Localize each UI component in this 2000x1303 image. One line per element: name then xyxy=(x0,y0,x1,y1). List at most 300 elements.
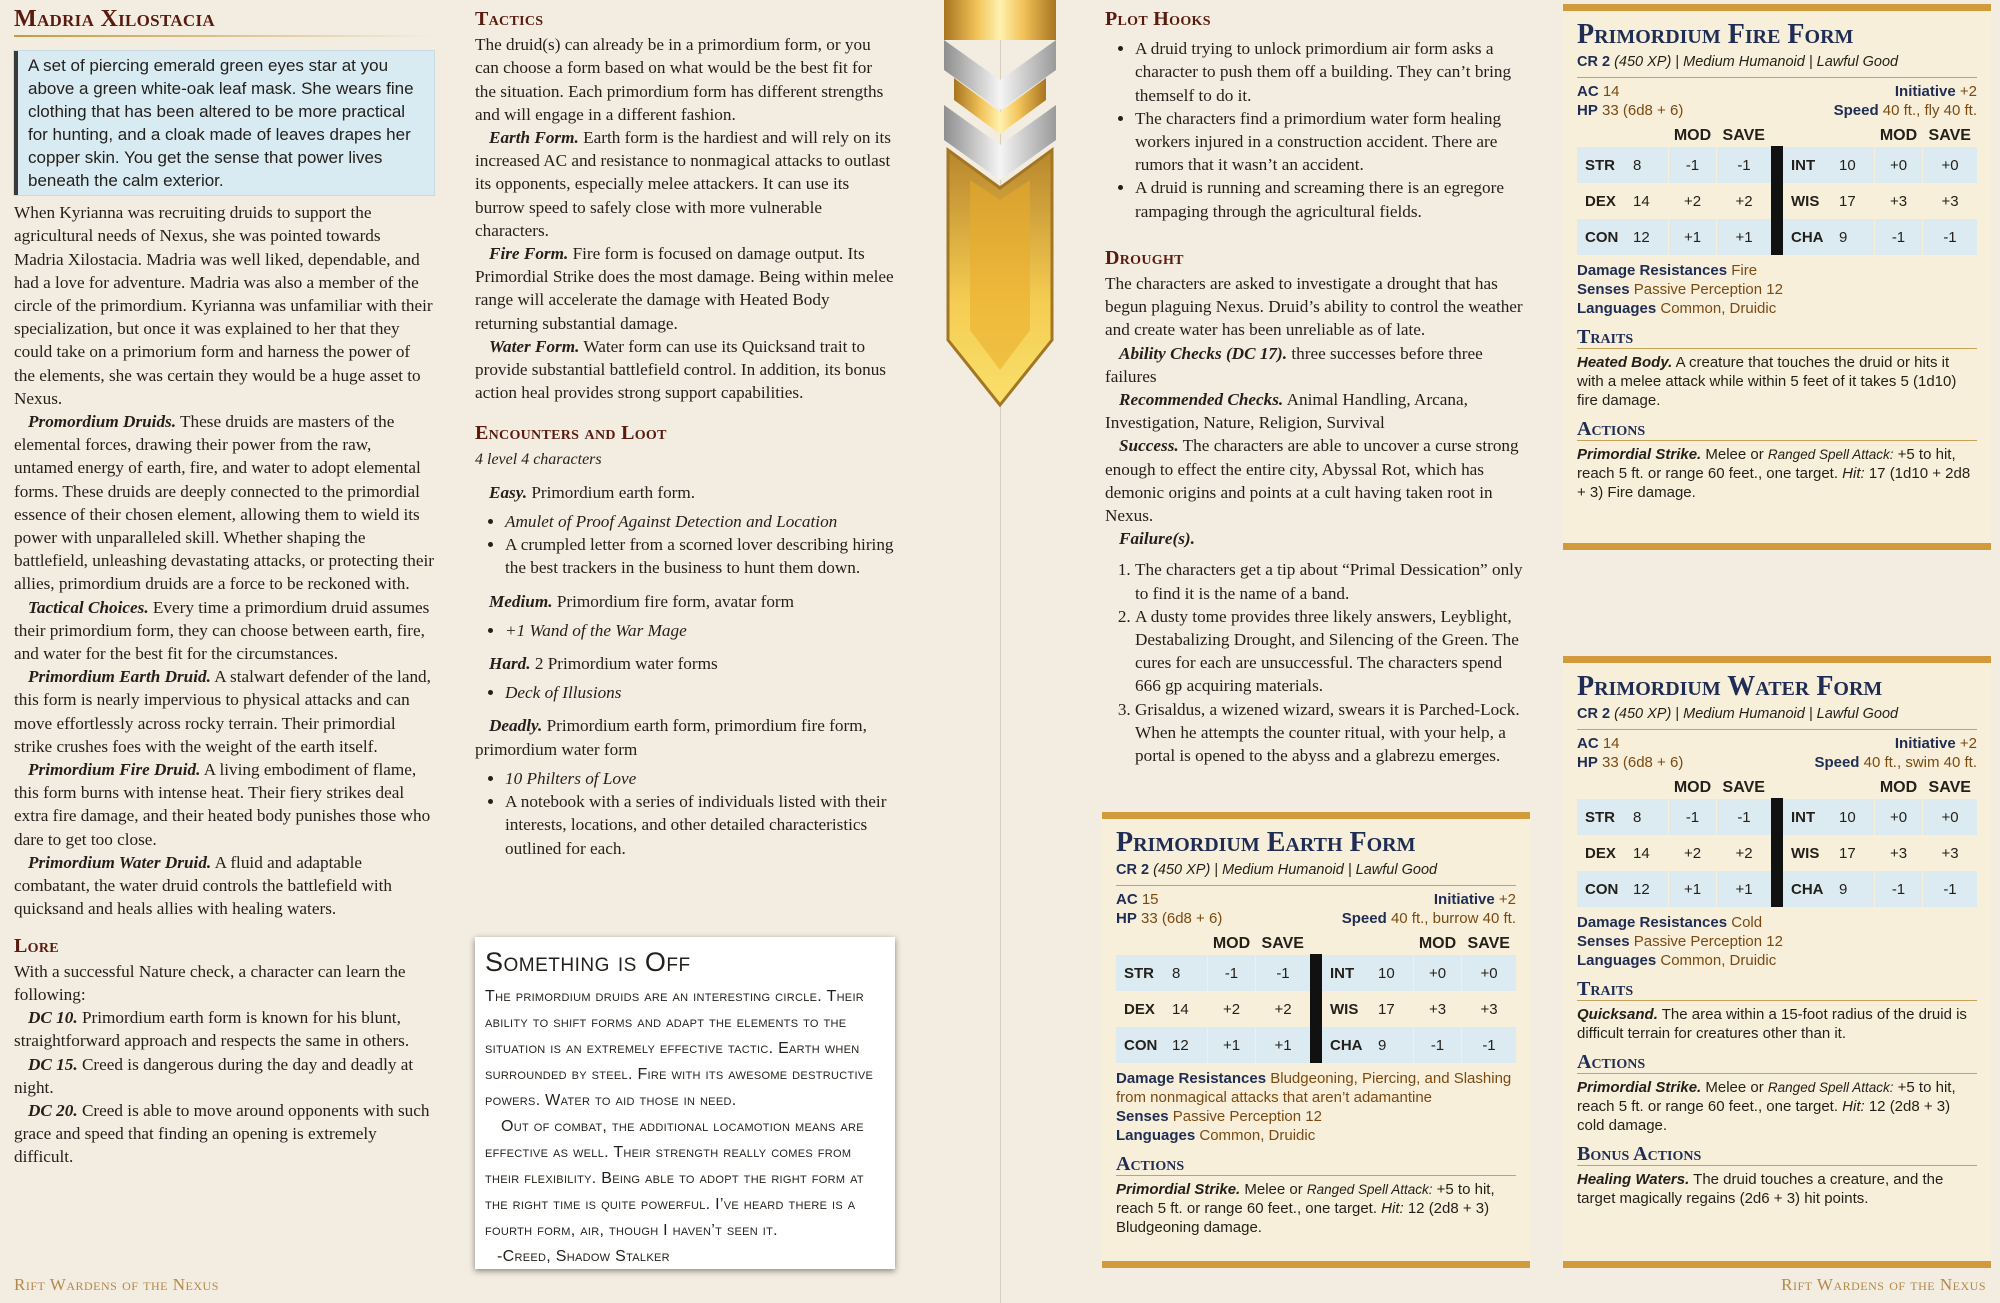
ability-separator xyxy=(1771,146,1783,255)
section-heading: Actions xyxy=(1577,1053,1977,1074)
drought-success: Success. The characters are able to uncover a curse strong enough to effect the entire city, Abyssal Rot, which has demonic origins and points at a cult having taken root in Nexus. xyxy=(1105,436,1519,526)
failure-item: 2. A dusty tome provides three likely answers, Leyblight, Destabalizing Drought, and Silencing of the Green. The cures for each are unsuccessful. The characters spend 666 gp acquiring materials. xyxy=(1135,605,1525,698)
ability-header: SAVE xyxy=(1722,127,1765,144)
ac-init-row xyxy=(1577,734,1977,753)
ability-header: MOD xyxy=(1212,935,1251,952)
dr-label: Damage Resistances xyxy=(1577,914,1732,931)
statblock-fire xyxy=(1563,4,1991,550)
encounter-tier xyxy=(475,714,895,760)
encounter-tier-label: Easy. xyxy=(489,482,528,502)
action-name: Primordial Strike. xyxy=(1116,1181,1241,1198)
section-heading: Traits xyxy=(1577,328,1977,349)
ability-score: 8 xyxy=(1632,147,1669,183)
ability-save: +1 xyxy=(1255,1027,1310,1063)
note-paragraph-1: The primordium druids are an interesting circle. Their ability to shift forms and adapt the elements to the situation is an extremely effective tactic. Earth when surrounded by steel. Fire with its awesome destructive powers. Water to aid those in need. xyxy=(485,988,874,1109)
ability-save: -1 xyxy=(1716,799,1771,835)
ability-score: 8 xyxy=(1632,799,1669,835)
ability-save: +0 xyxy=(1922,147,1977,183)
ability-save: +3 xyxy=(1922,183,1977,219)
statblock-title: Primordium Water Form xyxy=(1577,671,1883,702)
ability-header xyxy=(1577,776,1632,799)
damage-resistances xyxy=(1116,1069,1516,1107)
ability-mod: +2 xyxy=(1208,991,1256,1027)
loot-item: • Amulet of Proof Against Detection and Location xyxy=(505,510,895,533)
senses-label: Senses xyxy=(1116,1108,1173,1125)
ability-score: 14 xyxy=(1632,183,1669,219)
ability-header xyxy=(1783,776,1838,799)
note-title: Something is Off xyxy=(485,947,691,977)
lore-paragraph-label: DC 10. xyxy=(28,1008,78,1028)
ability-score: 8 xyxy=(1171,955,1208,991)
ability-header: SAVE xyxy=(1722,779,1765,796)
initiative xyxy=(1895,82,1977,101)
ac-value: 14 xyxy=(1602,735,1620,752)
ac-label: AC xyxy=(1116,891,1138,908)
ability-name: STR xyxy=(1577,147,1632,183)
left-paragraphs xyxy=(14,410,434,920)
statblock-title: Primordium Fire Form xyxy=(1577,19,1854,50)
ability-name: STR xyxy=(1116,955,1171,991)
ability-mod: +0 xyxy=(1414,955,1462,991)
damage-resistances xyxy=(1577,261,1977,280)
initiative-value: +2 xyxy=(1959,735,1977,752)
feature-paragraph-label: Primordium Fire Druid. xyxy=(28,760,201,780)
ability-mod: -1 xyxy=(1669,147,1717,183)
ability-mod: +2 xyxy=(1669,183,1717,219)
ability-header xyxy=(1377,932,1414,955)
trait-text xyxy=(1577,1005,1977,1043)
languages-value: Common, Druidic xyxy=(1660,300,1777,317)
action-ranged: Ranged Spell Attack: xyxy=(1767,1080,1894,1095)
cr: CR 2 xyxy=(1577,54,1615,70)
ac-label: AC xyxy=(1577,83,1599,100)
hp-speed-row xyxy=(1577,101,1977,120)
feature-paragraph xyxy=(14,851,434,921)
cr: CR 2 xyxy=(1577,706,1615,722)
drought-intro: The characters are asked to investigate a drought that has begun plaguing Nexus. Druid’s ability to control the weather and create water has been unreliable as of late. xyxy=(1105,274,1523,340)
ability-name: CON xyxy=(1116,1027,1171,1063)
encounter-tier-text: Primordium earth form, primordium fire form, primordium water form xyxy=(475,716,867,759)
xp: (450 XP) xyxy=(1153,862,1211,878)
senses-label: Senses xyxy=(1577,281,1634,298)
dr-value: Fire xyxy=(1731,262,1758,279)
tactic-paragraph-label: Water Form. xyxy=(489,336,580,356)
npc-title: Madria Xilostacia xyxy=(14,8,434,37)
encounter-tier xyxy=(475,481,895,504)
lore-paragraph-text: Primordium earth form is known for his blunt, straightforward approach and respects the same in others. xyxy=(14,1008,410,1051)
ability-save: +2 xyxy=(1716,183,1771,219)
left-column xyxy=(14,0,434,1169)
ability-header xyxy=(1838,776,1875,799)
feature-paragraph xyxy=(14,665,434,758)
plot-hooks-heading: Plot Hooks xyxy=(1105,8,1211,30)
ability-name: CON xyxy=(1577,871,1632,907)
tactic-paragraph xyxy=(475,242,895,335)
feature-paragraph-text: These druids are masters of the elemental forces, drawing their power from the raw, untamed energy of earth, fire, and water to adopt elemental forms. These druids are deeply connected to the primordial essence of their chosen element, allowing them to wield its power with unparalleled skill. Whether shaping the battlefield, unleashing devastating attacks, or protecting their allies, primordium druids are a force to be reckoned with. xyxy=(14,412,435,594)
ability-name: WIS xyxy=(1322,991,1377,1027)
footer-right: Rift Wardens of the Nexus xyxy=(1781,1275,1986,1294)
senses xyxy=(1577,932,1977,951)
feature-paragraph xyxy=(14,410,434,596)
encounter-tier-label: Medium. xyxy=(489,591,553,611)
feature-paragraph-text: A living embodiment of flame, this form burns with intense heat. Their fiery strikes deal extra fire damage, and their heated body punishes those who dare to get too close. xyxy=(14,760,431,849)
action-hit: Hit: xyxy=(1842,1098,1865,1115)
feature-paragraph-text: A stalwart defender of the land, this form is nearly impervious to physical attacks and can move effortlessly across rocky terrain. Their primordial strike crushes foes with the weight of the earth itself. xyxy=(14,667,431,756)
ability-name: DEX xyxy=(1116,991,1171,1027)
hp-label: HP xyxy=(1577,102,1598,119)
ability-score: 9 xyxy=(1838,871,1875,907)
ability-name: DEX xyxy=(1577,835,1632,871)
loot-item: • 10 Philters of Love xyxy=(505,767,895,790)
ability-score: 10 xyxy=(1377,955,1414,991)
bonus-text xyxy=(1577,1170,1977,1208)
feature-paragraph-label: Promordium Druids. xyxy=(28,412,177,432)
ability-name: CON xyxy=(1577,219,1632,255)
action-name: Primordial Strike. xyxy=(1577,1079,1702,1096)
senses-value: Passive Perception 12 xyxy=(1633,933,1783,950)
creature-type: Medium Humanoid | Lawful Good xyxy=(1683,706,1899,722)
ability-mod: +0 xyxy=(1875,147,1923,183)
ability-save: -1 xyxy=(1922,219,1977,255)
ac-value: 14 xyxy=(1602,83,1620,100)
ac xyxy=(1116,890,1159,909)
hp xyxy=(1577,101,1683,120)
ac-init-row xyxy=(1577,82,1977,101)
speed-label: Speed xyxy=(1341,910,1387,927)
initiative-label: Initiative xyxy=(1433,891,1495,908)
feature-paragraph xyxy=(14,758,434,851)
ability-save: +1 xyxy=(1716,871,1771,907)
encounter-tiers xyxy=(475,481,895,860)
ability-save: +2 xyxy=(1716,835,1771,871)
ability-score: 14 xyxy=(1171,991,1208,1027)
note-signature: -Creed, Shadow Stalker xyxy=(497,1248,670,1265)
ability-score: 12 xyxy=(1632,871,1669,907)
encounter-tier-text: 2 Primordium water forms xyxy=(530,654,718,674)
senses-value: Passive Perception 12 xyxy=(1172,1108,1322,1125)
initiative-label: Initiative xyxy=(1894,735,1956,752)
trait-name: Heated Body. xyxy=(1577,354,1673,371)
ability-name: CHA xyxy=(1783,871,1838,907)
ability-name: CHA xyxy=(1783,219,1838,255)
ability-table xyxy=(1577,776,1771,907)
hp-speed-row xyxy=(1577,753,1977,772)
ability-mod: +2 xyxy=(1669,835,1717,871)
ability-name: DEX xyxy=(1577,183,1632,219)
ability-mod: -1 xyxy=(1875,219,1923,255)
dr-label: Damage Resistances xyxy=(1116,1070,1271,1087)
ability-mod: +3 xyxy=(1875,183,1923,219)
bonus-name: Healing Waters. xyxy=(1577,1171,1690,1188)
ability-header xyxy=(1577,124,1632,147)
encounter-tier-text: Primordium fire form, avatar form xyxy=(552,591,795,611)
ability-header: MOD xyxy=(1673,127,1712,144)
ability-table xyxy=(1116,932,1310,1063)
ability-score: 9 xyxy=(1377,1027,1414,1063)
right-column xyxy=(1105,0,1525,773)
speed xyxy=(1814,753,1977,772)
ability-header xyxy=(1632,124,1669,147)
languages-label: Languages xyxy=(1577,952,1661,969)
initiative-value: +2 xyxy=(1959,83,1977,100)
statblock-earth xyxy=(1102,812,1530,1268)
tactics-column xyxy=(475,0,895,862)
encounter-tier xyxy=(475,652,895,675)
initiative-label: Initiative xyxy=(1894,83,1956,100)
initiative-value: +2 xyxy=(1498,891,1516,908)
hp xyxy=(1116,909,1222,928)
ability-mod: -1 xyxy=(1208,955,1256,991)
ability-header: MOD xyxy=(1673,779,1712,796)
ability-table xyxy=(1783,776,1977,907)
trait-name: Quicksand. xyxy=(1577,1006,1658,1023)
ability-save: -1 xyxy=(1922,871,1977,907)
feature-paragraph xyxy=(14,596,434,666)
senses xyxy=(1577,280,1977,299)
lore-paragraph-text: Creed is dangerous during the day and deadly at night. xyxy=(14,1054,414,1097)
dr-label: Damage Resistances xyxy=(1577,262,1732,279)
action-detail: +5 to hit, reach 5 ft. or range 60 feet., one target. xyxy=(1577,446,1956,482)
hp xyxy=(1577,753,1683,772)
ability-separator xyxy=(1771,798,1783,907)
statblock-meta xyxy=(1577,705,1977,730)
ability-score: 14 xyxy=(1632,835,1669,871)
statblock-water xyxy=(1563,656,1991,1268)
speed-label: Speed xyxy=(1814,754,1860,771)
ability-header: SAVE xyxy=(1928,779,1971,796)
ability-score: 12 xyxy=(1171,1027,1208,1063)
action-text xyxy=(1577,1078,1977,1135)
ability-mod: +3 xyxy=(1414,991,1462,1027)
ability-mod: -1 xyxy=(1669,799,1717,835)
ability-score: 10 xyxy=(1838,147,1875,183)
action-ranged: Ranged Spell Attack: xyxy=(1767,447,1894,462)
encounter-tier xyxy=(475,590,895,613)
ability-header xyxy=(1783,124,1838,147)
ribbon-decoration-icon xyxy=(940,0,1060,420)
ability-save: +0 xyxy=(1922,799,1977,835)
ability-name: CHA xyxy=(1322,1027,1377,1063)
tactics-heading: Tactics xyxy=(475,8,544,30)
senses xyxy=(1116,1107,1516,1126)
ability-mod: +1 xyxy=(1669,219,1717,255)
ability-mod: -1 xyxy=(1875,871,1923,907)
trait-desc: A creature that touches the druid or hits it with a melee attack while within 5 feet of it takes 5 (1d10) fire damage. xyxy=(1577,354,1957,409)
ability-save: +3 xyxy=(1922,835,1977,871)
action-damage: 12 (2d8 + 3) Bludgeoning damage. xyxy=(1116,1200,1490,1236)
lore-paragraph-label: DC 20. xyxy=(28,1100,78,1120)
feature-paragraph-label: Primordium Earth Druid. xyxy=(28,667,211,687)
senses-value: Passive Perception 12 xyxy=(1633,281,1783,298)
ability-save: +3 xyxy=(1461,991,1516,1027)
action-damage: 12 (2d8 + 3) cold damage. xyxy=(1577,1098,1951,1134)
tactics-intro: The druid(s) can already be in a primordium form, or you can choose a form based on what would be the best fit for the situation. Each primordium form has different strengths and will engage in a different fashion. xyxy=(475,35,884,124)
feature-paragraph-label: Tactical Choices. xyxy=(28,597,149,617)
ability-block xyxy=(1116,932,1516,1063)
plot-hook-item: • A druid is running and screaming there is an egregore rampaging through the agricultural fields. xyxy=(1135,176,1525,222)
action-melee: Melee or xyxy=(1701,1079,1768,1096)
action-hit: Hit: xyxy=(1842,465,1865,482)
feature-paragraph-text: A fluid and adaptable combatant, the water druid controls the battlefield with quicksand and heals allies with healing waters. xyxy=(14,852,393,919)
encounter-tier-label: Hard. xyxy=(489,654,531,674)
ability-save: -1 xyxy=(1716,147,1771,183)
initiative xyxy=(1895,734,1977,753)
lore-paragraph xyxy=(14,1053,434,1099)
ability-table xyxy=(1322,932,1516,1063)
tactic-paragraph-text: Fire form is focused on damage output. Its Primordial Strike does the most damage. Being within melee range will accelerate the damage with Heated Body returning substantial damage. xyxy=(475,244,894,333)
ability-mod: +1 xyxy=(1669,871,1717,907)
loot-list xyxy=(475,510,895,580)
drought-recommended: Recommended Checks. Animal Handling, Arcana, Investigation, Nature, Religion, Survival xyxy=(1105,390,1468,433)
ac-label: AC xyxy=(1577,735,1599,752)
loot-list xyxy=(475,681,895,704)
lore-paragraph-text: Creed is able to move around opponents with such grace and speed that finding an opening is extremely difficult. xyxy=(14,1100,430,1167)
plot-hooks-list xyxy=(1105,37,1525,223)
action-detail: +5 to hit, reach 5 ft. or range 60 feet., one target. xyxy=(1577,1079,1956,1115)
cr: CR 2 xyxy=(1116,862,1154,878)
tactics-paragraphs xyxy=(475,126,895,404)
ability-header xyxy=(1632,776,1669,799)
sep-text: | xyxy=(1210,862,1223,878)
ability-save: +2 xyxy=(1255,991,1310,1027)
ability-name: STR xyxy=(1577,799,1632,835)
ability-name: INT xyxy=(1783,799,1838,835)
dr-value: Cold xyxy=(1731,914,1763,931)
feature-paragraph-label: Primordium Water Druid. xyxy=(28,852,212,872)
drought-failures-list xyxy=(1105,558,1525,767)
footer-left: Rift Wardens of the Nexus xyxy=(14,1275,219,1294)
speed-value: 40 ft., swim 40 ft. xyxy=(1863,754,1977,771)
section-heading: Actions xyxy=(1116,1155,1516,1176)
encounter-tier-label: Deadly. xyxy=(489,716,543,736)
loot-item: • A notebook with a series of individuals listed with their interests, locations, and other detailed characteristics outlined for each. xyxy=(505,790,895,860)
note-paragraph-2: Out of combat, the additional locamotion means are effective as well. Their strength really comes from their flexibility. Being able to adopt the right form at the right time is quite powerful. I’ve heard there is a fourth form, air, though I haven’t seen it. xyxy=(485,1118,864,1239)
hp-speed-row xyxy=(1116,909,1516,928)
ability-name: WIS xyxy=(1783,835,1838,871)
ability-name: INT xyxy=(1783,147,1838,183)
ability-score: 17 xyxy=(1838,835,1875,871)
intro-paragraph: When Kyrianna was recruiting druids to support the agricultural needs of Nexus, she was pointed towards Madria Xilostacia. Madria was well liked, dependable, and had a love for adventure. Madria was also a member of the circle of the primordium. Kyrianna was unfamiliar with their specialization, but once it was explained to her that they could take on a primorium form and harness the power of the elements, she was certain they would be a huge asset to Nexus. xyxy=(14,203,433,408)
languages-value: Common, Druidic xyxy=(1660,952,1777,969)
ability-mod: +0 xyxy=(1875,799,1923,835)
tactic-paragraph-text: Earth form is the hardiest and will rely on its increased AC and resistance to nonmagical attacks to outlast its opponents, especially melee attackers. It can use its burrow speed to safely close with more vulnerable characters. xyxy=(475,128,891,240)
sep-text: | xyxy=(1671,54,1684,70)
hp-value: 33 (6d8 + 6) xyxy=(1602,102,1684,119)
lore-heading: Lore xyxy=(14,934,59,957)
drought-heading: Drought xyxy=(1105,246,1184,269)
ac-init-row xyxy=(1116,890,1516,909)
ability-name: WIS xyxy=(1783,183,1838,219)
action-damage: 17 (1d10 + 2d8 + 3) Fire damage. xyxy=(1577,465,1971,501)
trait-desc: The area within a 15-foot radius of the druid is difficult terrain for creatures other than it. xyxy=(1577,1006,1967,1042)
trait-text xyxy=(1577,353,1977,410)
hp-value: 33 (6d8 + 6) xyxy=(1602,754,1684,771)
ability-header xyxy=(1116,932,1171,955)
tactic-paragraph-label: Earth Form. xyxy=(489,128,579,148)
ability-save: -1 xyxy=(1461,1027,1516,1063)
section-heading: Actions xyxy=(1577,420,1977,441)
drought-failure-label: Failure(s). xyxy=(1119,529,1195,549)
ability-header xyxy=(1838,124,1875,147)
languages xyxy=(1577,299,1977,318)
ability-header: SAVE xyxy=(1467,935,1510,952)
tactic-paragraph xyxy=(475,335,895,405)
plot-hook-item: • The characters find a primordium water form healing workers injured in a construction accident. There are rumors that it wasn’t an accident. xyxy=(1135,107,1525,177)
speed-label: Speed xyxy=(1833,102,1879,119)
ability-mod: -1 xyxy=(1414,1027,1462,1063)
action-ranged: Ranged Spell Attack: xyxy=(1306,1182,1433,1197)
ability-name: INT xyxy=(1322,955,1377,991)
hp-label: HP xyxy=(1577,754,1598,771)
ac xyxy=(1577,82,1620,101)
failure-item: 1. The characters get a tip about “Primal Dessication” only to find it is the name of a band. xyxy=(1135,558,1525,604)
ability-mod: +3 xyxy=(1875,835,1923,871)
languages xyxy=(1577,951,1977,970)
dr-value: Bludgeoning, Piercing, and Slashing from nonmagical attacks that aren’t adamantine xyxy=(1116,1070,1512,1106)
ability-header: MOD xyxy=(1879,127,1918,144)
action-text xyxy=(1116,1180,1516,1237)
statblock-meta xyxy=(1116,861,1516,886)
hp-label: HP xyxy=(1116,910,1137,927)
speed-value: 40 ft., fly 40 ft. xyxy=(1882,102,1977,119)
damage-resistances xyxy=(1577,913,1977,932)
lore-paragraph xyxy=(14,1099,434,1169)
ability-mod: +1 xyxy=(1208,1027,1256,1063)
action-name: Primordial Strike. xyxy=(1577,446,1702,463)
ability-table xyxy=(1783,124,1977,255)
lore-paragraph-label: DC 15. xyxy=(28,1054,78,1074)
loot-item: • A crumpled letter from a scorned lover describing hiring the best trackers in the business to hunt them down. xyxy=(505,533,895,579)
ability-score: 12 xyxy=(1632,219,1669,255)
statblock-meta xyxy=(1577,53,1977,78)
feature-paragraph-text: Every time a primordium druid assumes their primordium form, they can choose between earth, fire, and water for the best fit for the circumstances. xyxy=(14,597,430,664)
ability-score: 10 xyxy=(1838,799,1875,835)
ability-table xyxy=(1577,124,1771,255)
speed xyxy=(1342,909,1516,928)
ability-score: 17 xyxy=(1838,183,1875,219)
ability-block xyxy=(1577,776,1977,907)
failure-item: 3. Grisaldus, a wizened wizard, swears it is Parched-Lock. When he attempts the counter ritual, with your help, a portal is opened to the abyss and a glabrezu emerges. xyxy=(1135,698,1525,768)
loot-list xyxy=(475,619,895,642)
languages-label: Languages xyxy=(1116,1127,1200,1144)
tactic-paragraph-text: Water form can use its Quicksand trait to provide substantial battlefield control. In addition, its bonus action heal provides strong support capabilities. xyxy=(475,336,886,403)
creature-type: Medium Humanoid | Lawful Good xyxy=(1222,862,1438,878)
loot-item: • +1 Wand of the War Mage xyxy=(505,619,895,642)
languages-value: Common, Druidic xyxy=(1199,1127,1316,1144)
xp: (450 XP) xyxy=(1614,54,1672,70)
ability-separator xyxy=(1310,954,1322,1063)
hp-value: 33 (6d8 + 6) xyxy=(1141,910,1223,927)
encounter-tier-text: Primordium earth form. xyxy=(527,482,696,502)
loot-item: • Deck of Illusions xyxy=(505,681,895,704)
ability-header: MOD xyxy=(1418,935,1457,952)
tactic-paragraph xyxy=(475,126,895,242)
creature-type: Medium Humanoid | Lawful Good xyxy=(1683,54,1899,70)
lore-intro: With a successful Nature check, a character can learn the following: xyxy=(14,961,406,1004)
action-text xyxy=(1577,445,1977,502)
encounters-heading: Encounters and Loot xyxy=(475,422,667,445)
lore-paragraphs xyxy=(14,1006,434,1168)
note-card xyxy=(475,937,895,1269)
encounters-subtitle: 4 level 4 characters xyxy=(475,450,602,468)
ability-header: SAVE xyxy=(1928,127,1971,144)
initiative xyxy=(1434,890,1516,909)
senses-label: Senses xyxy=(1577,933,1634,950)
ability-header xyxy=(1322,932,1377,955)
statblock-title: Primordium Earth Form xyxy=(1116,827,1416,858)
ability-save: -1 xyxy=(1255,955,1310,991)
plot-hook-item: • A druid trying to unlock primordium air form asks a character to push them off a building. They can’t bring themself to do it. xyxy=(1135,37,1525,107)
